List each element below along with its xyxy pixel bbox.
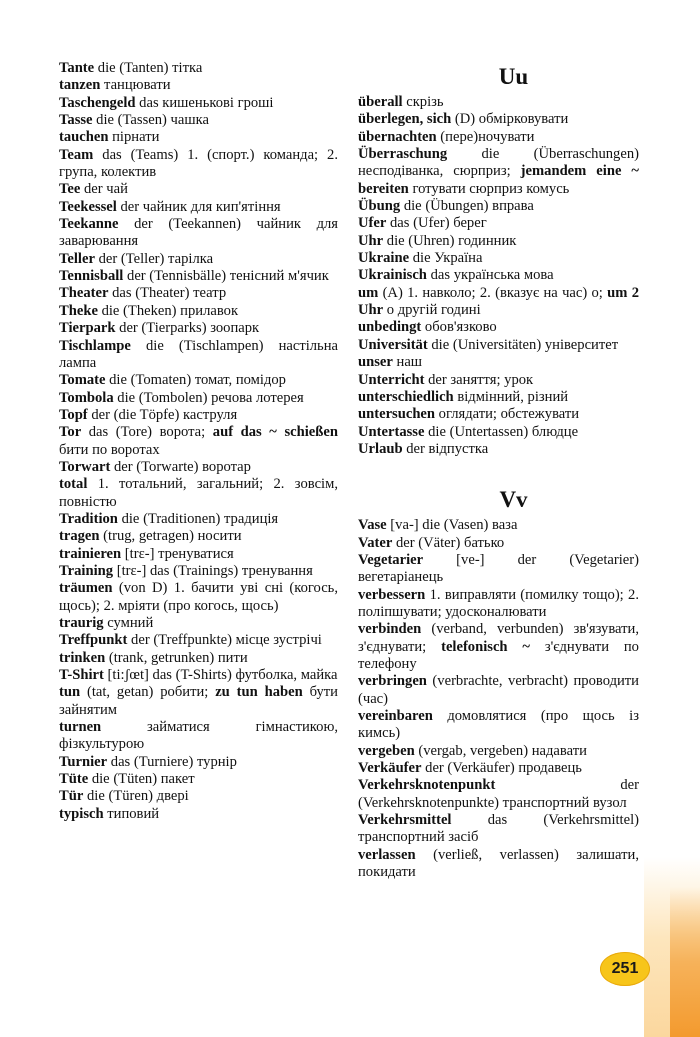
entry-headword: tragen (59, 528, 100, 545)
dictionary-entry (59, 528, 338, 545)
entry-translation: die (Universitäten) університет (427, 336, 619, 353)
entry-headword: unterschiedlich (358, 388, 454, 405)
entry-headword: tanzen (59, 77, 101, 94)
entry-translation: сумний (103, 615, 154, 631)
dictionary-entry (59, 719, 338, 754)
entry-headword: Universität (358, 336, 428, 353)
dictionary-entry (358, 517, 639, 534)
dictionary-entry (358, 337, 639, 354)
entry-translation: die (Tischlampen) настільна лампа (59, 337, 338, 371)
entry-translation: die (Tassen) чашка (92, 112, 209, 129)
entry-headword: Turnier (59, 753, 108, 770)
entry-translation: домовлятися (про щось із кимсь) (358, 708, 639, 742)
dictionary-entry (59, 806, 338, 823)
entry-headword: Tierpark (59, 320, 116, 337)
entry-headword: Tee (59, 181, 81, 198)
entry-headword: Torwart (59, 458, 111, 475)
entry-headword: vergeben (358, 742, 415, 759)
entry-headword: Teekanne (59, 216, 119, 233)
entry-translation: der (Treffpunkte) місце зустрічі (127, 632, 322, 649)
entry-headword: Tradition (59, 510, 118, 527)
entry-headword: überlegen, sich (358, 111, 452, 128)
entry-translation: die (Tombolen) речова лотерея (113, 389, 304, 406)
entry-headword: Vater (358, 534, 393, 551)
entry-translation: (von D) 1. бачити уві сні (когось, щось); 2. мріяти (про когось, щось) (59, 580, 338, 614)
dictionary-entry (358, 94, 639, 111)
dictionary-entry (59, 684, 338, 719)
entry-translation: das (Tore) ворота; (81, 424, 213, 441)
entry-headword: Treffpunkt (59, 632, 128, 649)
entry-headword: jemandem eine ~ bereiten (358, 163, 639, 197)
dictionary-entry (59, 632, 338, 649)
entry-translation: der (Tennisbälle) тенісний м'ячик (123, 268, 329, 285)
entry-translation: das (Verkehrsmittel) транспортний засіб (358, 812, 639, 846)
entry-headword: Vegetarier (358, 551, 424, 568)
dictionary-entry (358, 215, 639, 232)
dictionary-entry (59, 667, 338, 684)
entry-translation: die (Übungen) вправа (400, 198, 534, 215)
dictionary-entry (59, 459, 338, 476)
entry-translation: die (Türen) двері (83, 788, 189, 805)
entry-headword: überall (358, 94, 403, 110)
dictionary-entry (59, 580, 338, 615)
entry-headword: übernachten (358, 128, 437, 145)
entry-translation: der чайник для кип'ятіння (116, 198, 281, 215)
entry-headword: typisch (59, 805, 104, 822)
dictionary-entry (59, 407, 338, 424)
dictionary-entry (59, 754, 338, 771)
entry-headword: Teller (59, 250, 95, 267)
dictionary-entry (358, 812, 639, 847)
entry-headword: Tante (59, 60, 95, 76)
entry-translation: der (Teekannen) чайник для заварювання (59, 216, 338, 250)
dictionary-entry (59, 563, 338, 580)
entry-translation: die (Überraschungen) несподіванка, сюрприз; (358, 146, 639, 180)
dictionary-entry (59, 251, 338, 268)
dictionary-entry (358, 146, 639, 198)
dictionary-entry (358, 552, 639, 587)
entry-translation: 1. тотальний, загальний; 2. зовсім, повністю (59, 476, 338, 510)
entry-headword: Taschengeld (59, 94, 136, 111)
entry-translation: (пере)ночувати (436, 128, 535, 145)
entry-headword: Uhr (358, 232, 384, 249)
entry-headword: Tombola (59, 389, 114, 406)
dictionary-entry (59, 511, 338, 528)
dictionary-entry (59, 771, 338, 788)
entry-translation: die (Tüten) пакет (88, 771, 195, 788)
entry-headword: Tor (59, 424, 82, 441)
entry-translation: der відпустка (402, 440, 489, 457)
entry-translation: der (Verkehrsknotenpunkte) транспортний вузол (358, 777, 639, 811)
dictionary-entry (358, 673, 639, 708)
entry-headword: vereinbaren (358, 708, 433, 724)
dictionary-entry (358, 233, 639, 250)
dictionary-entry (59, 60, 338, 77)
entry-headword: um 2 Uhr (358, 284, 639, 319)
dictionary-entry (59, 546, 338, 563)
entry-translation: з'єднувати по телефону (358, 638, 639, 672)
dictionary-entry (358, 250, 639, 267)
entry-translation: der (Tierparks) зоопарк (115, 320, 260, 337)
entry-headword: telefonisch ~ (441, 638, 530, 655)
entry-headword: um (358, 284, 379, 301)
entry-translation: die Україна (409, 250, 483, 267)
dictionary-entry (59, 615, 338, 632)
entry-headword: verbessern (358, 586, 426, 603)
dictionary-entry (358, 111, 639, 128)
entry-headword: Unterricht (358, 371, 425, 388)
entry-headword: Urlaub (358, 440, 403, 457)
entry-headword: Tischlampe (59, 337, 131, 354)
entry-translation: [va-] die (Vasen) ваза (386, 517, 518, 534)
entry-headword: Training (59, 562, 114, 579)
entry-headword: auf das ~ schießen (212, 424, 338, 441)
entry-headword: Tomate (59, 372, 106, 389)
entry-headword: traurig (59, 615, 104, 631)
entry-headword: unser (358, 354, 393, 371)
entry-headword: Theater (59, 285, 109, 302)
entry-headword: Teekessel (59, 198, 117, 215)
entry-translation: (trug, getragen) носити (99, 528, 242, 545)
entry-headword: zu tun haben (215, 684, 303, 701)
page-number: 251 (600, 952, 650, 986)
section-heading-v: Vv (499, 487, 528, 513)
dictionary-entry (358, 406, 639, 423)
entry-translation: пірнати (108, 129, 160, 146)
entry-headword: Verkäufer (358, 760, 422, 777)
page-edge-tab (670, 887, 700, 1037)
dictionary-entry (59, 390, 338, 407)
entry-headword: Verkehrsknotenpunkt (358, 777, 496, 794)
entry-translation: типовий (103, 805, 160, 822)
dictionary-entry (358, 587, 639, 622)
entry-translation: наш (392, 354, 423, 371)
entry-translation: der (die Töpfe) каструля (87, 406, 238, 423)
entry-headword: tun (59, 684, 81, 701)
entry-headword: trinken (59, 649, 106, 666)
entry-translation: [ti:ʃœt] das (T-Shirts) футболка, майка (103, 667, 338, 684)
entry-translation: die (Untertassen) блюдце (424, 423, 579, 440)
entry-headword: Verkehrsmittel (358, 812, 452, 829)
dictionary-entry (358, 777, 639, 812)
entry-translation: займатися гімнастикою, фізкультурою (59, 719, 338, 753)
dictionary-entry (59, 372, 338, 389)
entry-translation: die (Traditionen) традиція (117, 510, 279, 527)
dictionary-entry (59, 338, 338, 373)
entry-translation: бути зайнятим (59, 684, 338, 718)
dictionary-entry (358, 760, 639, 777)
entry-translation: die (Uhren) годинник (383, 232, 517, 249)
entry-translation: (verband, verbunden) зв'язувати, з'єднувати; (358, 621, 639, 655)
entry-translation: обов'язково (421, 319, 497, 336)
dictionary-entry (59, 285, 338, 302)
entry-headword: Tür (59, 788, 84, 805)
entry-translation: der заняття; урок (424, 371, 534, 388)
dictionary-entry (358, 441, 639, 458)
dictionary-entry (59, 77, 338, 94)
dictionary-entry (358, 847, 639, 882)
left-column (59, 60, 338, 823)
u-entries (358, 94, 639, 458)
entry-translation: о другій годині (383, 302, 481, 319)
entry-translation: (vergab, vergeben) надавати (414, 742, 587, 759)
v-entries (358, 517, 639, 881)
dictionary-entry (59, 476, 338, 511)
dictionary-entry (59, 650, 338, 667)
entry-headword: untersuchen (358, 406, 436, 423)
entry-translation: відмінний, різний (453, 388, 569, 405)
entry-translation: der чай (80, 181, 128, 198)
dictionary-entry (59, 216, 338, 251)
entry-translation: 1. виправляти (помилку тощо); 2. поліпшувати; удосконалювати (358, 586, 639, 620)
dictionary-entry (59, 199, 338, 216)
dictionary-entry (59, 424, 338, 459)
dictionary-entry (358, 621, 639, 673)
dictionary-entry (59, 181, 338, 198)
entry-translation: (verließ, verlassen) залишати, покидати (358, 846, 639, 881)
dictionary-entry (59, 303, 338, 320)
entry-headword: total (59, 476, 88, 493)
entry-headword: Theke (59, 302, 98, 319)
entry-translation: das українська мова (426, 267, 554, 284)
entry-translation: das (Theater) театр (108, 285, 227, 302)
section-heading-u: Uu (498, 64, 529, 89)
entry-translation: (D) обмірковувати (451, 111, 569, 128)
entry-headword: verbringen (358, 673, 427, 690)
entry-headword: Ufer (358, 215, 387, 232)
entry-translation: (verbrachte, verbracht) проводити (час) (358, 673, 639, 707)
entry-translation: [trɛ-] das (Trainings) тренування (113, 562, 313, 579)
entry-translation: die (Tomaten) томат, помідор (105, 372, 286, 389)
entry-translation: (A) 1. навколо; 2. (вказує на час) о; (378, 284, 608, 301)
dictionary-entry (59, 112, 338, 129)
dictionary-entry (358, 285, 639, 320)
entry-headword: Überraschung (358, 146, 448, 163)
dictionary-entry (59, 268, 338, 285)
entry-translation: der (Väter) батько (392, 534, 505, 551)
entry-headword: Tüte (59, 771, 89, 788)
dictionary-entry (59, 95, 338, 112)
entry-headword: Tasse (59, 112, 93, 129)
entry-translation: танцювати (100, 77, 171, 94)
entry-translation: die (Tanten) тітка (94, 60, 203, 76)
entry-translation: das (Teams) 1. (спорт.) команда; 2. група, колектив (59, 146, 338, 181)
entry-headword: Topf (59, 406, 88, 423)
entry-translation: (tat, getan) робити; (80, 684, 216, 701)
dictionary-entry (358, 319, 639, 336)
dictionary-entry (358, 198, 639, 215)
dictionary-entry (59, 129, 338, 146)
entry-headword: unbedingt (358, 319, 422, 336)
dictionary-entry (59, 320, 338, 337)
dictionary-entry (358, 354, 639, 371)
entry-translation: (trank, getrunken) пити (105, 649, 248, 666)
entry-translation: оглядати; обстежувати (435, 406, 580, 423)
right-column (358, 60, 639, 881)
entry-headword: Übung (358, 198, 401, 215)
entry-translation: скрізь (402, 94, 444, 110)
dictionary-entry (358, 424, 639, 441)
entry-headword: Team (59, 146, 94, 163)
entry-headword: Ukrainisch (358, 267, 427, 284)
entry-headword: T-Shirt (59, 667, 104, 684)
entry-headword: Untertasse (358, 423, 425, 440)
entry-headword: verlassen (358, 846, 416, 863)
entry-translation: das (Ufer) берег (386, 215, 487, 232)
entry-translation: бити по воротах (59, 441, 160, 458)
dictionary-entry (358, 389, 639, 406)
entry-translation: der (Verkäufer) продавець (421, 760, 582, 777)
entry-headword: tauchen (59, 129, 109, 146)
entry-translation: der (Torwarte) воротар (110, 458, 251, 475)
entry-translation: der (Teller) тарілка (94, 250, 214, 267)
dictionary-entry (59, 147, 338, 182)
entry-translation: готувати сюрприз комусь (408, 180, 570, 197)
entry-headword: turnen (59, 719, 102, 736)
entry-headword: träumen (59, 580, 113, 597)
entry-translation: das (Turniere) турнір (107, 753, 237, 770)
dictionary-entry (358, 267, 639, 284)
entry-headword: verbinden (358, 621, 422, 638)
dictionary-entry (358, 708, 639, 743)
dictionary-entry (358, 129, 639, 146)
entry-translation: das кишенькові гроші (135, 94, 274, 111)
entry-headword: Tennisball (59, 268, 124, 285)
dictionary-entry (358, 743, 639, 760)
dictionary-entry (59, 788, 338, 805)
dictionary-entry (358, 372, 639, 389)
entry-translation: die (Theken) прилавок (97, 302, 239, 319)
entry-translation: [ve-] der (Vegetarier) вегетаріанець (358, 551, 639, 586)
entry-translation: [trɛ-] тренуватися (121, 545, 234, 562)
entry-headword: Ukraine (358, 250, 410, 267)
entry-headword: Vase (358, 517, 387, 534)
entry-headword: trainieren (59, 545, 122, 562)
dictionary-entry (358, 535, 639, 552)
